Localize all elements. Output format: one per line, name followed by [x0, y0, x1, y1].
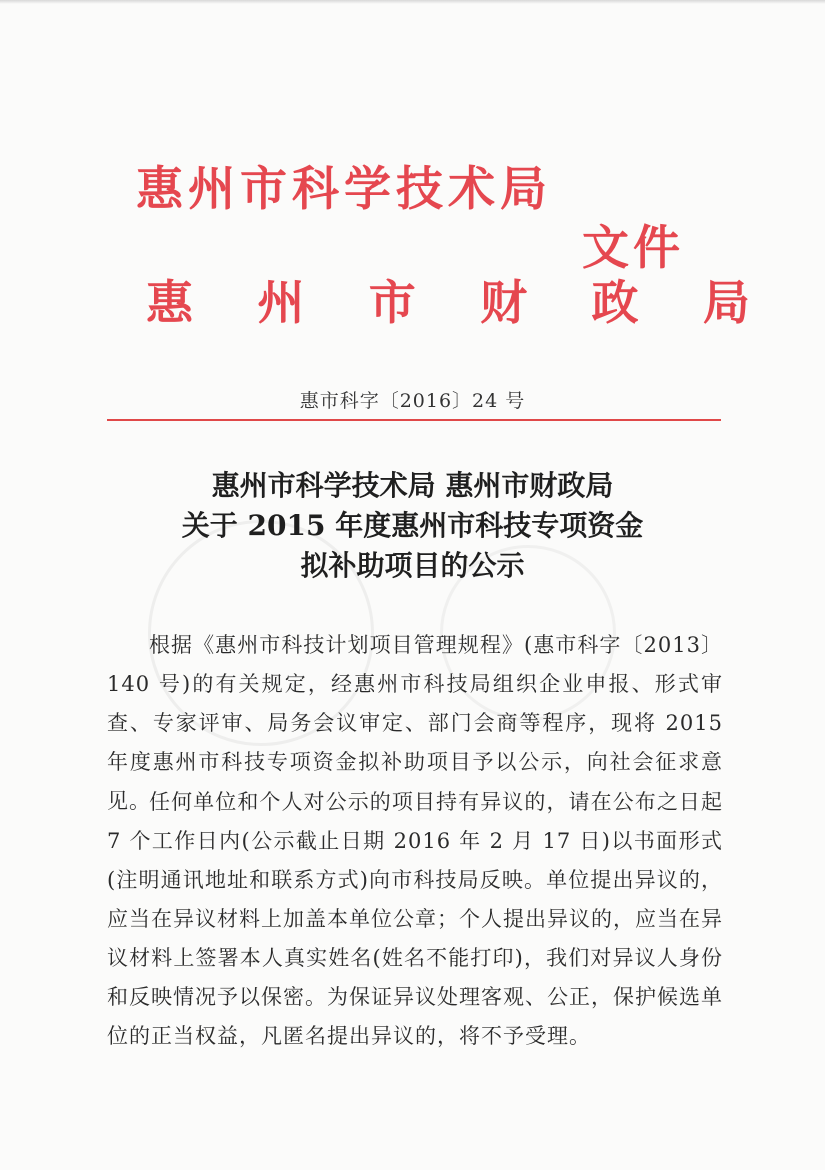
document-title-line-2: 关于 2015 年度惠州市科技专项资金	[181, 509, 644, 542]
red-divider	[107, 419, 721, 421]
letterhead-suffix: 文件	[582, 221, 684, 276]
document-number: 惠市科字〔2016〕24 号	[299, 390, 526, 412]
body-paragraph-1: 根据《惠州市科技计划项目管理规程》(惠市科字〔2013〕140 号)的有关规定，经惠州市科技局组织企业申报、形式审查、专家评审、局务会议审定、部门会商等程序，现将 2015 年度惠州市科技专项资金拟补助项目予以公示，向社会征求意见。	[107, 633, 723, 813]
letterhead-org-1: 惠州市科学技术局	[136, 162, 552, 217]
document-title-line-3: 拟补助项目的公示	[300, 549, 525, 582]
scan-edge	[0, 0, 825, 4]
body-paragraph-2: 任何单位和个人对公示的项目持有异议的，请在公布之日起 7 个工作日内(公示截止日期 2016 年 2 月 17 日)以书面形式(注明通讯地址和联系方式)向市科技局反映。单位提出异议的，应当在异议材料上加盖本单位公章；个人提出异议的，应当在异议材料上签署本人真实姓名(姓名不能打印)，我们对异议人身份和反映情况予以保密。为保证异议处理客观、公正，保护候选单位的正当权益，凡匿名提出异议的，将不予受理。	[107, 790, 723, 1048]
letterhead-org-2: 惠 州 市 财 政 局	[146, 276, 774, 331]
document-title-line-1: 惠州市科学技术局 惠州市财政局	[211, 469, 614, 502]
